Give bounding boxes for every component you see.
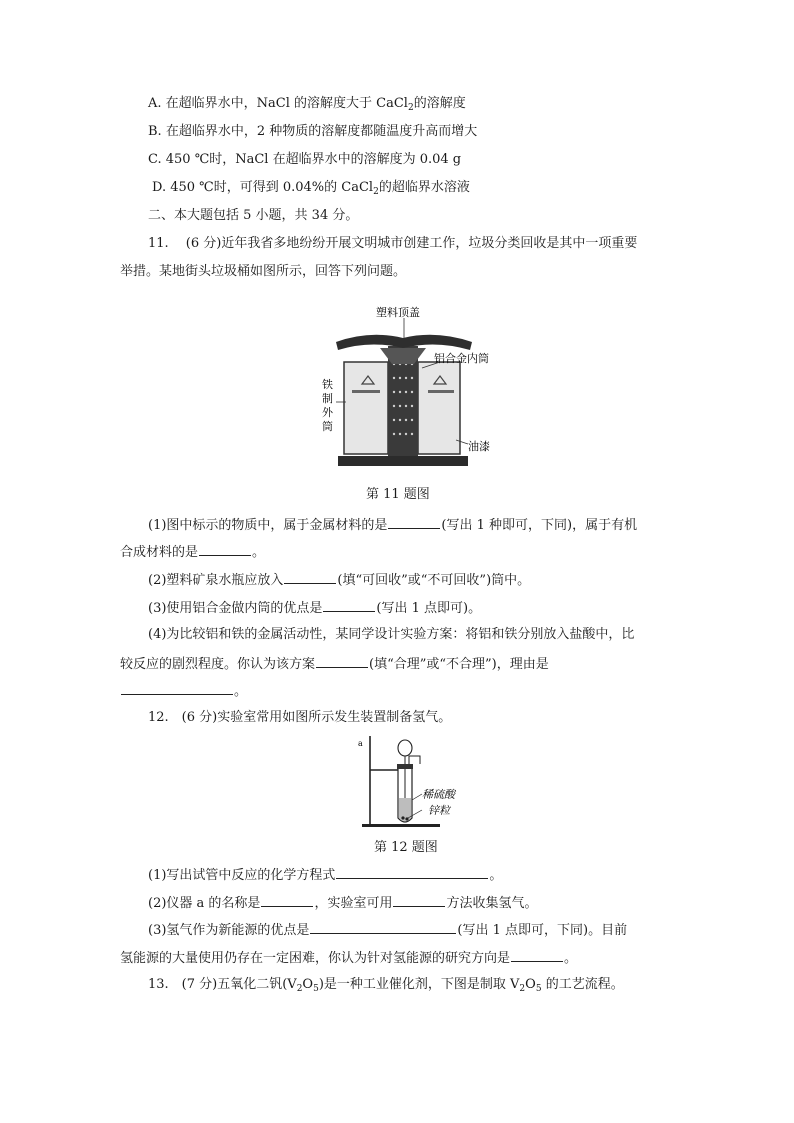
stopper — [397, 764, 413, 769]
q11-part1-text-end: (写出 1 种即可，下同)，属于有机 — [441, 518, 638, 533]
q13-sub: 5 — [535, 984, 542, 994]
option-a-subscript: 2 — [407, 103, 414, 113]
label-paint: 油漆 — [468, 440, 490, 453]
bin-right-can — [418, 362, 460, 454]
option-d — [152, 180, 470, 200]
option-a-text: A. 在超临界水中，NaCl 的溶解度大于 CaCl — [148, 96, 408, 111]
q12-part2-mid: ，实验室可用 — [314, 896, 393, 911]
q11-part4-line1: (4)为比较铝和铁的金属活动性，某同学设计实验方案：将铝和铁分别放入盐酸中，比 — [148, 627, 635, 642]
q13-text: O — [525, 977, 536, 992]
q11-part1-text: (1)图中标示的物质中，属于金属材料的是 — [148, 518, 388, 533]
answer-blank[interactable] — [261, 894, 313, 907]
q12-part3-text-end: (写出 1 点即可，下同)。目前 — [457, 923, 628, 938]
label-iron-2: 制 — [322, 392, 333, 405]
q13-text: O — [302, 977, 314, 992]
label-iron-4: 筒 — [322, 420, 333, 433]
q12-part3-line1 — [148, 921, 627, 939]
q11-part1b-end: 。 — [252, 545, 266, 560]
q11-part3-text: (3)使用铝合金做内筒的优点是 — [148, 601, 323, 616]
q12-part1-end: 。 — [489, 868, 503, 883]
q11-stem-line1: 11. (6 分)近年我省多地纷纷开展文明城市创建工作，垃圾分类回收是其中一项重要 — [148, 236, 638, 251]
answer-blank[interactable] — [388, 516, 440, 529]
answer-blank[interactable] — [336, 866, 488, 879]
option-b: B. 在超临界水中，2 种物质的溶解度都随温度升高而增大 — [148, 124, 478, 139]
q11-part4-line3 — [120, 682, 247, 700]
section-heading: 二、本大题包括 5 小题，共 34 分。 — [148, 208, 359, 223]
q13-text: 的工艺流程。 — [541, 977, 624, 992]
q12-part3b-end: 。 — [564, 951, 578, 966]
answer-blank[interactable] — [284, 571, 336, 584]
option-a-text-end: 的溶解度 — [413, 96, 466, 111]
answer-blank[interactable] — [310, 921, 456, 934]
q11-part1-line2 — [120, 543, 265, 561]
figure-11-caption: 第 11 题图 — [366, 487, 430, 502]
q12-part3-text: (3)氢气作为新能源的优点是 — [148, 923, 310, 938]
delivery-tube — [409, 756, 420, 764]
leader-acid — [412, 794, 422, 800]
label-zinc: 锌粒 — [428, 804, 450, 817]
bin-base — [338, 456, 468, 466]
q12-part1-text: (1)写出试管中反应的化学方程式 — [148, 868, 336, 883]
q11-part2-text-end: (填“可回收”或“不可回收”)筒中。 — [337, 573, 531, 588]
q12-part2-text: (2)仪器 a 的名称是 — [148, 896, 261, 911]
label-plastic-lid: 塑料顶盖 — [376, 306, 420, 319]
q11-part2-text: (2)塑料矿泉水瓶应放入 — [148, 573, 284, 588]
q13-sub: 2 — [519, 984, 526, 994]
q11-stem-line2: 举措。某地街头垃圾桶如图所示，回答下列问题。 — [120, 264, 407, 279]
label-iron-1: 铁 — [322, 378, 333, 391]
q11-part4-end: 。 — [234, 684, 248, 699]
q12-stem: 12. (6 分)实验室常用如图所示发生装置制备氢气。 — [148, 710, 452, 725]
q11-part4-text-end: (填“合理”或“不合理”)，理由是 — [369, 657, 549, 672]
q13-sub: 5 — [313, 984, 319, 994]
q11-part3-text-end: (写出 1 点即可)。 — [376, 601, 482, 616]
q11-part1-line1 — [148, 516, 637, 534]
option-a — [148, 96, 466, 116]
q13-text: )是一种工业催化剂，下图是制取 V — [318, 977, 520, 992]
apparatus-figure — [356, 732, 466, 832]
q13-sub: 2 — [296, 984, 303, 994]
trash-bin-figure — [310, 304, 500, 480]
label-aluminum-inner: 铝合金内筒 — [434, 352, 489, 365]
q11-part4-text: 较反应的剧烈程度。你认为该方案 — [120, 657, 316, 672]
answer-blank[interactable] — [511, 949, 563, 962]
left-can-sign — [352, 390, 380, 393]
stand-base — [362, 824, 440, 827]
answer-blank[interactable] — [323, 599, 375, 612]
q12-part2 — [148, 894, 537, 912]
figure-12-caption: 第 12 题图 — [374, 840, 438, 855]
option-c: C. 450 ℃时，NaCl 在超临界水中的溶解度为 0.04 g — [148, 152, 462, 167]
q11-part2 — [148, 571, 530, 589]
option-d-subscript: 2 — [373, 187, 379, 197]
answer-blank[interactable] — [393, 894, 445, 907]
q13-stem — [148, 977, 624, 997]
answer-blank[interactable] — [121, 682, 233, 695]
q12-part3b-text: 氢能源的大量使用仍存在一定困难，你认为针对氢能源的研究方向是 — [120, 951, 511, 966]
funnel-bulb — [398, 740, 412, 756]
q12-part1 — [148, 866, 502, 884]
answer-blank[interactable] — [199, 543, 251, 556]
label-dilute-sulfuric-acid: 稀硫酸 — [422, 788, 455, 801]
label-a: a — [358, 739, 363, 748]
q11-part3 — [148, 599, 481, 617]
zinc-grain — [401, 816, 404, 819]
bin-left-can — [344, 362, 388, 454]
option-d-text-end: 的超临界水溶液 — [378, 180, 470, 195]
q13-text: 13. (7 分)五氧化二钒(V — [148, 977, 297, 992]
label-iron-3: 外 — [322, 406, 333, 419]
q11-part4-line2 — [120, 655, 549, 673]
right-can-sign — [428, 390, 454, 393]
answer-blank[interactable] — [316, 655, 368, 668]
q11-part1b-text: 合成材料的是 — [120, 545, 199, 560]
option-d-text: D. 450 ℃时，可得到 0.04%的 CaCl — [152, 180, 374, 195]
q12-part2-end: 方法收集氢气。 — [446, 896, 538, 911]
q12-part3-line2 — [120, 949, 577, 967]
